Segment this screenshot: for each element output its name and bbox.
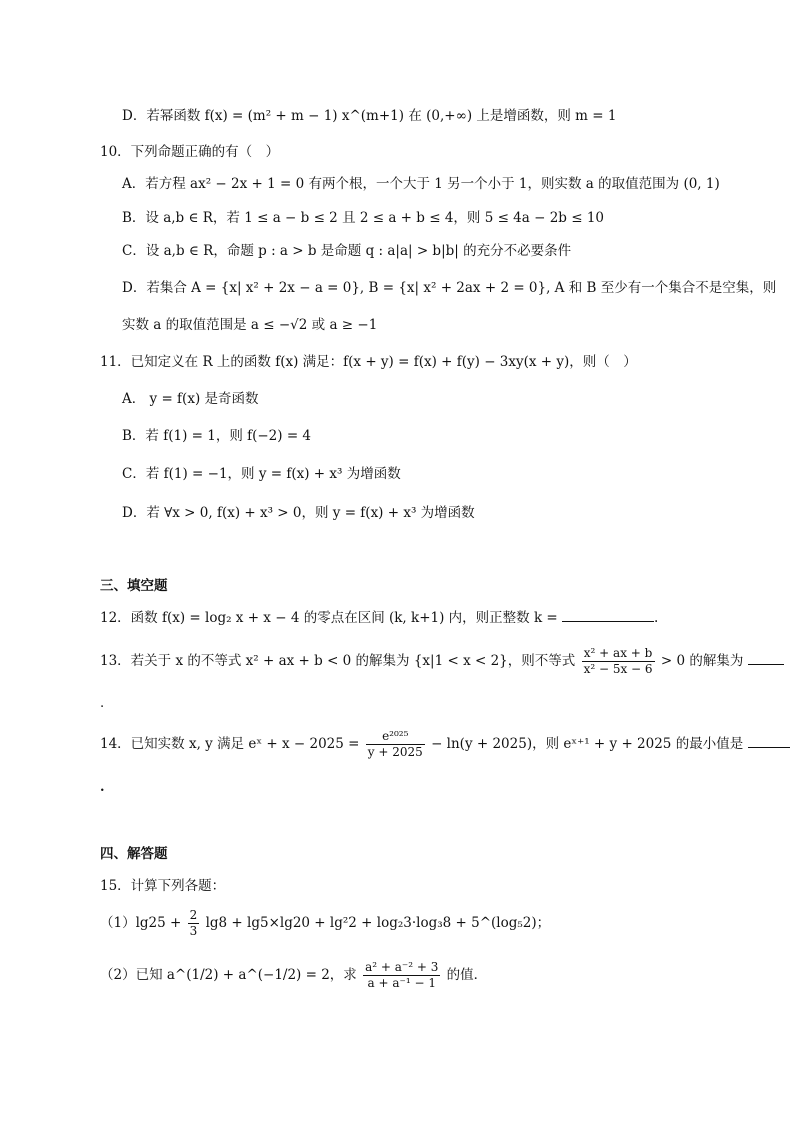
q15-part1-fraction: [188, 908, 200, 939]
q10-option-c: C．设 a,b ∈ R，命题 p : a > b 是命题 q : a|a| > b|b| 的充分不必要条件: [122, 243, 572, 259]
q11-option-d: D．若 ∀x > 0, f(x) + x³ > 0，则 y = f(x) + x³ 为增函数: [122, 505, 475, 521]
q15-stem: 15．计算下列各题：: [100, 878, 226, 894]
q10-option-d-line2: 实数 a 的取值范围是 a ≤ −√2 或 a ≥ −1: [122, 317, 378, 333]
section-fill-in-title: 三、填空题: [100, 578, 168, 594]
q14: [100, 726, 790, 762]
q14-post: − ln(y + 2025)，则 eˣ⁺¹ + y + 2025 的最小值是: [431, 736, 744, 752]
q15-part1-numerator: 2: [189, 908, 198, 922]
q14-answer-blank[interactable]: [748, 733, 790, 748]
q14-fraction: [366, 729, 425, 760]
q13-period: .: [100, 696, 105, 711]
q10-option-d-line1: D．若集合 A = {x| x² + 2x − a = 0}, B = {x| x² + 2ax + 2 = 0}, A 和 B 至少有一个集合不是空集，则: [122, 280, 777, 296]
q15-part1: [100, 906, 550, 940]
q12-period: .: [654, 610, 659, 626]
section-answer-title: 四、解答题: [100, 846, 168, 862]
q15-part2-denominator: a + a⁻¹ − 1: [367, 976, 436, 990]
q13-fraction: [582, 646, 655, 677]
q10-stem: 10．下列命题正确的有（ ）: [100, 144, 280, 160]
q11-option-a: A． y = f(x) 是奇函数: [122, 391, 259, 407]
q13-denominator: x² − 5x − 6: [583, 662, 653, 676]
q15-part2-b: 的值．: [446, 967, 488, 983]
q15-part2-numerator: a² + a⁻² + 3: [365, 960, 439, 974]
q15-part1-a: （1）lg25 +: [100, 915, 182, 931]
q11-option-c: C．若 f(1) = −1，则 y = f(x) + x³ 为增函数: [122, 466, 401, 482]
q10-option-b: B．设 a,b ∈ R，若 1 ≤ a − b ≤ 2 且 2 ≤ a + b ≤ 4，则 5 ≤ 4a − 2b ≤ 10: [122, 210, 605, 226]
q13-pre: 13．若关于 x 的不等式 x² + ax + b < 0 的解集为 {x|1 < x < 2}，则不等式: [100, 653, 576, 669]
q12: [100, 607, 658, 628]
q13: [100, 644, 784, 678]
q14-pre: 14．已知实数 x, y 满足 eˣ + x − 2025 =: [100, 736, 360, 752]
q14-numerator: e²⁰²⁵: [366, 729, 425, 745]
q15-part2-a: （2）已知 a^(1/2) + a^(−1/2) = 2，求: [100, 967, 357, 983]
q15-part2: [100, 958, 487, 992]
q15-part1-denominator: 3: [189, 924, 198, 938]
q13-numerator: x² + ax + b: [582, 646, 655, 662]
q12-text: 12．函数 f(x) = log₂ x + x − 4 的零点在区间 (k, k+1) 内，则正整数 k =: [100, 610, 558, 626]
q15-part1-b: lg8 + lg5×lg20 + lg²2 + log₂3·log₃8 + 5^(log₅2)；: [205, 915, 551, 931]
q14-denominator: y + 2025: [367, 745, 423, 759]
q13-post: > 0 的解集为: [660, 653, 744, 669]
q11-option-b: B．若 f(1) = 1，则 f(−2) = 4: [122, 428, 312, 444]
q10-option-a: A．若方程 ax² − 2x + 1 = 0 有两个根，一个大于 1 另一个小于 1，则实数 a 的取值范围为 (0, 1): [122, 176, 720, 192]
q13-answer-blank[interactable]: [748, 650, 784, 665]
q12-answer-blank[interactable]: [562, 607, 654, 622]
q15-part2-fraction: [363, 960, 440, 991]
q11-stem: 11．已知定义在 R 上的函数 f(x) 满足：f(x + y) = f(x) + f(y) − 3xy(x + y)，则（ ）: [100, 354, 637, 370]
q14-period: .: [100, 780, 105, 795]
q9-option-d: D．若幂函数 f(x) = (m² + m − 1) x^(m+1) 在 (0,+∞) 上是增函数，则 m = 1: [122, 108, 617, 124]
